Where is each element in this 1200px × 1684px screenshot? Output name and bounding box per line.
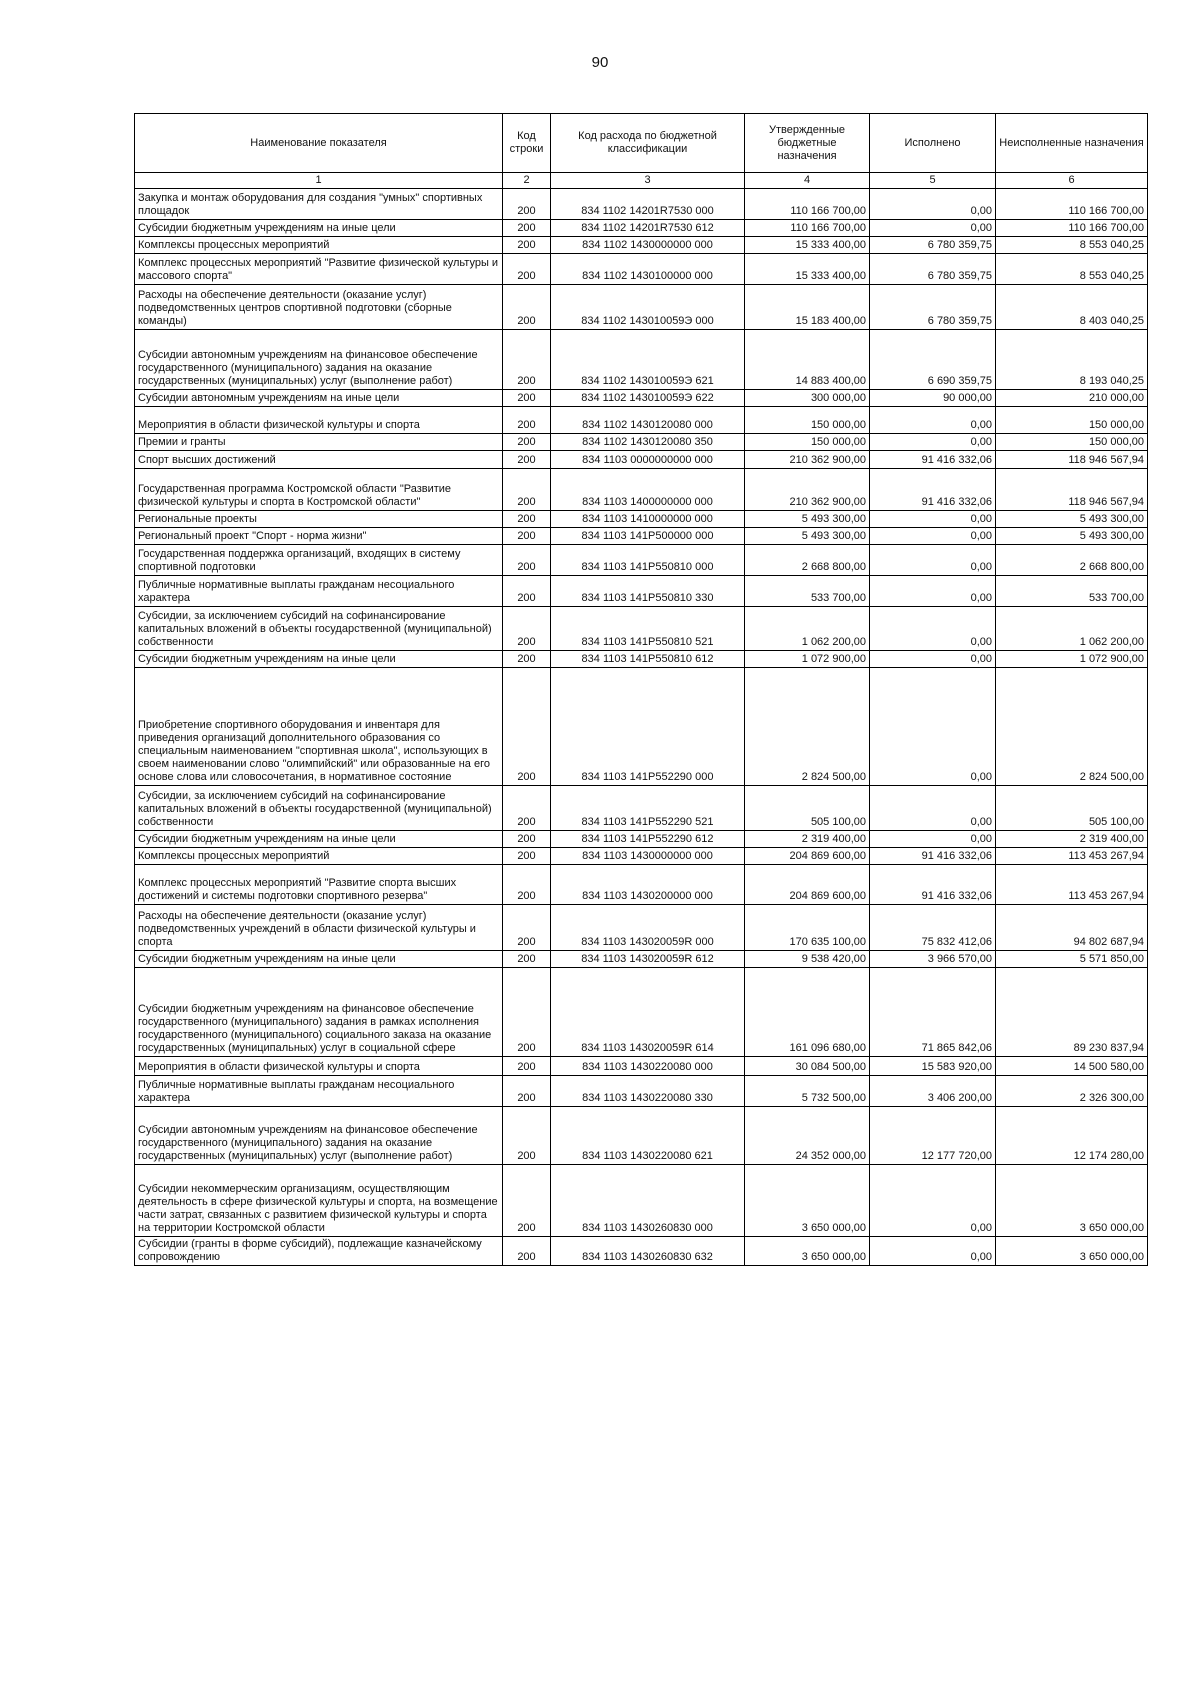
row-expense-code: 834 1103 1400000000 000 bbox=[551, 469, 745, 511]
row-name: Закупка и монтаж оборудования для создания "умных" спортивных площадок bbox=[135, 189, 503, 220]
table-row bbox=[135, 951, 1148, 968]
row-executed: 0,00 bbox=[870, 407, 996, 434]
row-approved: 210 362 900,00 bbox=[745, 469, 870, 511]
row-line-code: 200 bbox=[503, 330, 551, 390]
row-unexecuted: 118 946 567,94 bbox=[996, 451, 1148, 469]
table-row bbox=[135, 576, 1148, 607]
row-approved: 2 824 500,00 bbox=[745, 668, 870, 786]
row-line-code: 200 bbox=[503, 786, 551, 831]
row-executed: 0,00 bbox=[870, 651, 996, 668]
column-number: 4 bbox=[745, 173, 870, 189]
row-expense-code: 834 1102 1430100000 000 bbox=[551, 254, 745, 285]
row-executed: 12 177 720,00 bbox=[870, 1107, 996, 1165]
row-name: Публичные нормативные выплаты гражданам несоциального характера bbox=[135, 576, 503, 607]
table-row bbox=[135, 545, 1148, 576]
row-line-code: 200 bbox=[503, 668, 551, 786]
row-line-code: 200 bbox=[503, 469, 551, 511]
row-line-code: 200 bbox=[503, 528, 551, 545]
row-unexecuted: 1 072 900,00 bbox=[996, 651, 1148, 668]
row-unexecuted: 1 062 200,00 bbox=[996, 607, 1148, 651]
table-row bbox=[135, 237, 1148, 254]
table-row bbox=[135, 434, 1148, 451]
column-number: 6 bbox=[996, 173, 1148, 189]
row-line-code: 200 bbox=[503, 968, 551, 1057]
row-executed: 0,00 bbox=[870, 576, 996, 607]
column-number: 2 bbox=[503, 173, 551, 189]
row-line-code: 200 bbox=[503, 848, 551, 865]
row-approved: 505 100,00 bbox=[745, 786, 870, 831]
row-expense-code: 834 1102 14201R7530 612 bbox=[551, 220, 745, 237]
row-executed: 91 416 332,06 bbox=[870, 469, 996, 511]
row-line-code: 200 bbox=[503, 237, 551, 254]
table-row bbox=[135, 668, 1148, 786]
header-expense-code: Код расхода по бюджетной классификации bbox=[551, 114, 745, 173]
row-approved: 161 096 680,00 bbox=[745, 968, 870, 1057]
row-executed: 90 000,00 bbox=[870, 390, 996, 407]
row-line-code: 200 bbox=[503, 905, 551, 951]
row-unexecuted: 505 100,00 bbox=[996, 786, 1148, 831]
row-unexecuted: 150 000,00 bbox=[996, 407, 1148, 434]
row-line-code: 200 bbox=[503, 545, 551, 576]
row-approved: 5 732 500,00 bbox=[745, 1076, 870, 1107]
row-name: Субсидии (гранты в форме субсидий), подлежащие казначейскому сопровождению bbox=[135, 1237, 503, 1266]
row-name: Субсидии бюджетным учреждениям на иные цели bbox=[135, 951, 503, 968]
row-name: Комплекс процессных мероприятий "Развитие физической культуры и массового спорта" bbox=[135, 254, 503, 285]
row-name: Субсидии автономным учреждениям на иные цели bbox=[135, 390, 503, 407]
row-unexecuted: 89 230 837,94 bbox=[996, 968, 1148, 1057]
row-name: Приобретение спортивного оборудования и инвентаря для приведения организаций дополнительного образования со специальным наименованием "спортивная школа", использующих в своем наименовании слово "олимпийский" или образованные на его основе слова или словосочетания, в нормативное состояние bbox=[135, 668, 503, 786]
header-executed: Исполнено bbox=[870, 114, 996, 173]
row-line-code: 200 bbox=[503, 1165, 551, 1237]
table-row bbox=[135, 905, 1148, 951]
row-name: Субсидии, за исключением субсидий на софинансирование капитальных вложений в объекты государственной (муниципальной) собственности bbox=[135, 786, 503, 831]
row-expense-code: 834 1102 143010059Э 622 bbox=[551, 390, 745, 407]
row-line-code: 200 bbox=[503, 1057, 551, 1076]
row-expense-code: 834 1103 1410000000 000 bbox=[551, 511, 745, 528]
row-unexecuted: 3 650 000,00 bbox=[996, 1237, 1148, 1266]
row-unexecuted: 14 500 580,00 bbox=[996, 1057, 1148, 1076]
table-row bbox=[135, 1057, 1148, 1076]
row-name: Субсидии бюджетным учреждениям на иные цели bbox=[135, 831, 503, 848]
row-expense-code: 834 1103 141P550810 521 bbox=[551, 607, 745, 651]
row-expense-code: 834 1103 143020059R 614 bbox=[551, 968, 745, 1057]
table-row bbox=[135, 407, 1148, 434]
row-expense-code: 834 1103 141P552290 612 bbox=[551, 831, 745, 848]
row-line-code: 200 bbox=[503, 434, 551, 451]
row-expense-code: 834 1103 1430200000 000 bbox=[551, 865, 745, 905]
table-row bbox=[135, 1107, 1148, 1165]
row-name: Мероприятия в области физической культуры и спорта bbox=[135, 1057, 503, 1076]
table-row bbox=[135, 1165, 1148, 1237]
row-line-code: 200 bbox=[503, 831, 551, 848]
row-expense-code: 834 1103 141P500000 000 bbox=[551, 528, 745, 545]
row-approved: 5 493 300,00 bbox=[745, 511, 870, 528]
row-executed: 0,00 bbox=[870, 1165, 996, 1237]
row-executed: 71 865 842,06 bbox=[870, 968, 996, 1057]
row-unexecuted: 113 453 267,94 bbox=[996, 865, 1148, 905]
row-executed: 0,00 bbox=[870, 607, 996, 651]
row-expense-code: 834 1102 14201R7530 000 bbox=[551, 189, 745, 220]
row-line-code: 200 bbox=[503, 1237, 551, 1266]
row-executed: 6 690 359,75 bbox=[870, 330, 996, 390]
table-row bbox=[135, 390, 1148, 407]
row-executed: 6 780 359,75 bbox=[870, 254, 996, 285]
table-row bbox=[135, 469, 1148, 511]
row-unexecuted: 110 166 700,00 bbox=[996, 220, 1148, 237]
row-expense-code: 834 1102 1430120080 000 bbox=[551, 407, 745, 434]
row-executed: 6 780 359,75 bbox=[870, 237, 996, 254]
row-executed: 0,00 bbox=[870, 528, 996, 545]
row-line-code: 200 bbox=[503, 576, 551, 607]
table-row bbox=[135, 607, 1148, 651]
row-expense-code: 834 1103 1430220080 330 bbox=[551, 1076, 745, 1107]
row-unexecuted: 2 319 400,00 bbox=[996, 831, 1148, 848]
table-row bbox=[135, 189, 1148, 220]
row-unexecuted: 118 946 567,94 bbox=[996, 469, 1148, 511]
row-line-code: 200 bbox=[503, 285, 551, 330]
row-expense-code: 834 1103 141P552290 000 bbox=[551, 668, 745, 786]
row-expense-code: 834 1103 141P550810 000 bbox=[551, 545, 745, 576]
row-executed: 91 416 332,06 bbox=[870, 848, 996, 865]
column-number: 1 bbox=[135, 173, 503, 189]
row-approved: 15 333 400,00 bbox=[745, 237, 870, 254]
row-executed: 0,00 bbox=[870, 831, 996, 848]
row-expense-code: 834 1103 1430260830 000 bbox=[551, 1165, 745, 1237]
row-name: Комплексы процессных мероприятий bbox=[135, 848, 503, 865]
row-expense-code: 834 1103 143020059R 000 bbox=[551, 905, 745, 951]
row-name: Премии и гранты bbox=[135, 434, 503, 451]
table-row bbox=[135, 848, 1148, 865]
row-line-code: 200 bbox=[503, 254, 551, 285]
row-name: Региональный проект "Спорт - норма жизни" bbox=[135, 528, 503, 545]
table-row bbox=[135, 285, 1148, 330]
row-line-code: 200 bbox=[503, 220, 551, 237]
row-approved: 1 062 200,00 bbox=[745, 607, 870, 651]
row-approved: 533 700,00 bbox=[745, 576, 870, 607]
row-expense-code: 834 1102 143010059Э 000 bbox=[551, 285, 745, 330]
row-name: Спорт высших достижений bbox=[135, 451, 503, 469]
row-approved: 210 362 900,00 bbox=[745, 451, 870, 469]
row-unexecuted: 2 668 800,00 bbox=[996, 545, 1148, 576]
row-unexecuted: 210 000,00 bbox=[996, 390, 1148, 407]
row-executed: 0,00 bbox=[870, 1237, 996, 1266]
table-row bbox=[135, 451, 1148, 469]
row-name: Субсидии бюджетным учреждениям на иные цели bbox=[135, 651, 503, 668]
column-number: 3 bbox=[551, 173, 745, 189]
row-unexecuted: 94 802 687,94 bbox=[996, 905, 1148, 951]
row-line-code: 200 bbox=[503, 407, 551, 434]
row-unexecuted: 5 571 850,00 bbox=[996, 951, 1148, 968]
row-name: Расходы на обеспечение деятельности (оказание услуг) подведомственных центров спортивной подготовки (сборные команды) bbox=[135, 285, 503, 330]
row-executed: 3 406 200,00 bbox=[870, 1076, 996, 1107]
row-line-code: 200 bbox=[503, 390, 551, 407]
row-unexecuted: 150 000,00 bbox=[996, 434, 1148, 451]
row-approved: 110 166 700,00 bbox=[745, 220, 870, 237]
row-expense-code: 834 1102 1430000000 000 bbox=[551, 237, 745, 254]
row-approved: 3 650 000,00 bbox=[745, 1237, 870, 1266]
row-unexecuted: 2 326 300,00 bbox=[996, 1076, 1148, 1107]
row-name: Комплексы процессных мероприятий bbox=[135, 237, 503, 254]
row-unexecuted: 5 493 300,00 bbox=[996, 511, 1148, 528]
table-row bbox=[135, 1076, 1148, 1107]
table-row bbox=[135, 511, 1148, 528]
row-name: Региональные проекты bbox=[135, 511, 503, 528]
row-expense-code: 834 1103 1430220080 621 bbox=[551, 1107, 745, 1165]
table-row bbox=[135, 528, 1148, 545]
row-unexecuted: 533 700,00 bbox=[996, 576, 1148, 607]
row-executed: 0,00 bbox=[870, 189, 996, 220]
table-row bbox=[135, 968, 1148, 1057]
header-name: Наименование показателя bbox=[135, 114, 503, 173]
row-executed: 0,00 bbox=[870, 220, 996, 237]
row-name: Публичные нормативные выплаты гражданам несоциального характера bbox=[135, 1076, 503, 1107]
row-expense-code: 834 1103 1430000000 000 bbox=[551, 848, 745, 865]
row-executed: 0,00 bbox=[870, 434, 996, 451]
row-line-code: 200 bbox=[503, 1107, 551, 1165]
row-expense-code: 834 1103 141P552290 521 bbox=[551, 786, 745, 831]
row-name: Государственная поддержка организаций, входящих в систему спортивной подготовки bbox=[135, 545, 503, 576]
row-approved: 30 084 500,00 bbox=[745, 1057, 870, 1076]
row-approved: 5 493 300,00 bbox=[745, 528, 870, 545]
row-executed: 0,00 bbox=[870, 511, 996, 528]
row-name: Субсидии некоммерческим организациям, осуществляющим деятельность в сфере физической культуры и спорта, на возмещение части затрат, связанных с развитием физической культуры и спорта на территории Костромской области bbox=[135, 1165, 503, 1237]
row-approved: 15 333 400,00 bbox=[745, 254, 870, 285]
row-approved: 2 319 400,00 bbox=[745, 831, 870, 848]
row-name: Субсидии бюджетным учреждениям на финансовое обеспечение государственного (муниципального) задания в рамках исполнения государственного (муниципального) социального заказа на оказание государственных (муниципальных) услуг в социальной сфере bbox=[135, 968, 503, 1057]
row-line-code: 200 bbox=[503, 951, 551, 968]
row-name: Субсидии автономным учреждениям на финансовое обеспечение государственного (муниципального) задания на оказание государственных (муниципальных) услуг (выполнение работ) bbox=[135, 330, 503, 390]
header-line-code: Код строки bbox=[503, 114, 551, 173]
row-approved: 2 668 800,00 bbox=[745, 545, 870, 576]
row-approved: 9 538 420,00 bbox=[745, 951, 870, 968]
row-name: Государственная программа Костромской области "Развитие физической культуры и спорта в Костромской области" bbox=[135, 469, 503, 511]
row-line-code: 200 bbox=[503, 451, 551, 469]
row-approved: 24 352 000,00 bbox=[745, 1107, 870, 1165]
row-executed: 6 780 359,75 bbox=[870, 285, 996, 330]
row-approved: 204 869 600,00 bbox=[745, 848, 870, 865]
row-expense-code: 834 1103 141P550810 330 bbox=[551, 576, 745, 607]
row-approved: 14 883 400,00 bbox=[745, 330, 870, 390]
row-line-code: 200 bbox=[503, 511, 551, 528]
row-line-code: 200 bbox=[503, 865, 551, 905]
row-approved: 1 072 900,00 bbox=[745, 651, 870, 668]
row-unexecuted: 8 403 040,25 bbox=[996, 285, 1148, 330]
row-unexecuted: 8 553 040,25 bbox=[996, 254, 1148, 285]
column-number-row bbox=[135, 173, 1148, 189]
row-name: Комплекс процессных мероприятий "Развитие спорта высших достижений и системы подготовки спортивного резерва" bbox=[135, 865, 503, 905]
table-row bbox=[135, 1237, 1148, 1266]
row-unexecuted: 110 166 700,00 bbox=[996, 189, 1148, 220]
row-expense-code: 834 1102 1430120080 350 bbox=[551, 434, 745, 451]
row-expense-code: 834 1103 143020059R 612 bbox=[551, 951, 745, 968]
row-approved: 110 166 700,00 bbox=[745, 189, 870, 220]
row-unexecuted: 3 650 000,00 bbox=[996, 1165, 1148, 1237]
row-approved: 150 000,00 bbox=[745, 407, 870, 434]
row-approved: 204 869 600,00 bbox=[745, 865, 870, 905]
row-name: Субсидии бюджетным учреждениям на иные цели bbox=[135, 220, 503, 237]
table-row bbox=[135, 831, 1148, 848]
row-executed: 0,00 bbox=[870, 786, 996, 831]
row-line-code: 200 bbox=[503, 651, 551, 668]
row-approved: 15 183 400,00 bbox=[745, 285, 870, 330]
row-expense-code: 834 1102 143010059Э 621 bbox=[551, 330, 745, 390]
row-name: Расходы на обеспечение деятельности (оказание услуг) подведомственных учреждений в области физической культуры и спорта bbox=[135, 905, 503, 951]
row-expense-code: 834 1103 1430260830 632 bbox=[551, 1237, 745, 1266]
row-approved: 150 000,00 bbox=[745, 434, 870, 451]
row-name: Мероприятия в области физической культуры и спорта bbox=[135, 407, 503, 434]
row-line-code: 200 bbox=[503, 607, 551, 651]
row-line-code: 200 bbox=[503, 1076, 551, 1107]
row-approved: 170 635 100,00 bbox=[745, 905, 870, 951]
header-approved: Утвержденные бюджетные назначения bbox=[745, 114, 870, 173]
row-unexecuted: 5 493 300,00 bbox=[996, 528, 1148, 545]
row-unexecuted: 8 553 040,25 bbox=[996, 237, 1148, 254]
page-number: 90 bbox=[591, 54, 609, 71]
budget-execution-table bbox=[134, 113, 1148, 1266]
row-approved: 300 000,00 bbox=[745, 390, 870, 407]
row-expense-code: 834 1103 1430220080 000 bbox=[551, 1057, 745, 1076]
row-executed: 75 832 412,06 bbox=[870, 905, 996, 951]
row-expense-code: 834 1103 141P550810 612 bbox=[551, 651, 745, 668]
table-row bbox=[135, 254, 1148, 285]
row-executed: 15 583 920,00 bbox=[870, 1057, 996, 1076]
row-executed: 3 966 570,00 bbox=[870, 951, 996, 968]
row-name: Субсидии автономным учреждениям на финансовое обеспечение государственного (муниципального) задания на оказание государственных (муниципальных) услуг (выполнение работ) bbox=[135, 1107, 503, 1165]
row-unexecuted: 2 824 500,00 bbox=[996, 668, 1148, 786]
column-number: 5 bbox=[870, 173, 996, 189]
row-executed: 0,00 bbox=[870, 668, 996, 786]
row-executed: 0,00 bbox=[870, 545, 996, 576]
table-row bbox=[135, 330, 1148, 390]
table-row bbox=[135, 786, 1148, 831]
row-expense-code: 834 1103 0000000000 000 bbox=[551, 451, 745, 469]
table-row bbox=[135, 220, 1148, 237]
row-unexecuted: 113 453 267,94 bbox=[996, 848, 1148, 865]
row-approved: 3 650 000,00 bbox=[745, 1165, 870, 1237]
row-unexecuted: 12 174 280,00 bbox=[996, 1107, 1148, 1165]
row-executed: 91 416 332,06 bbox=[870, 451, 996, 469]
table-row bbox=[135, 651, 1148, 668]
row-unexecuted: 8 193 040,25 bbox=[996, 330, 1148, 390]
row-line-code: 200 bbox=[503, 189, 551, 220]
header-unexecuted: Неисполненные назначения bbox=[996, 114, 1148, 173]
row-executed: 91 416 332,06 bbox=[870, 865, 996, 905]
table-row bbox=[135, 865, 1148, 905]
row-name: Субсидии, за исключением субсидий на софинансирование капитальных вложений в объекты государственной (муниципальной) собственности bbox=[135, 607, 503, 651]
header-row bbox=[135, 114, 1148, 173]
